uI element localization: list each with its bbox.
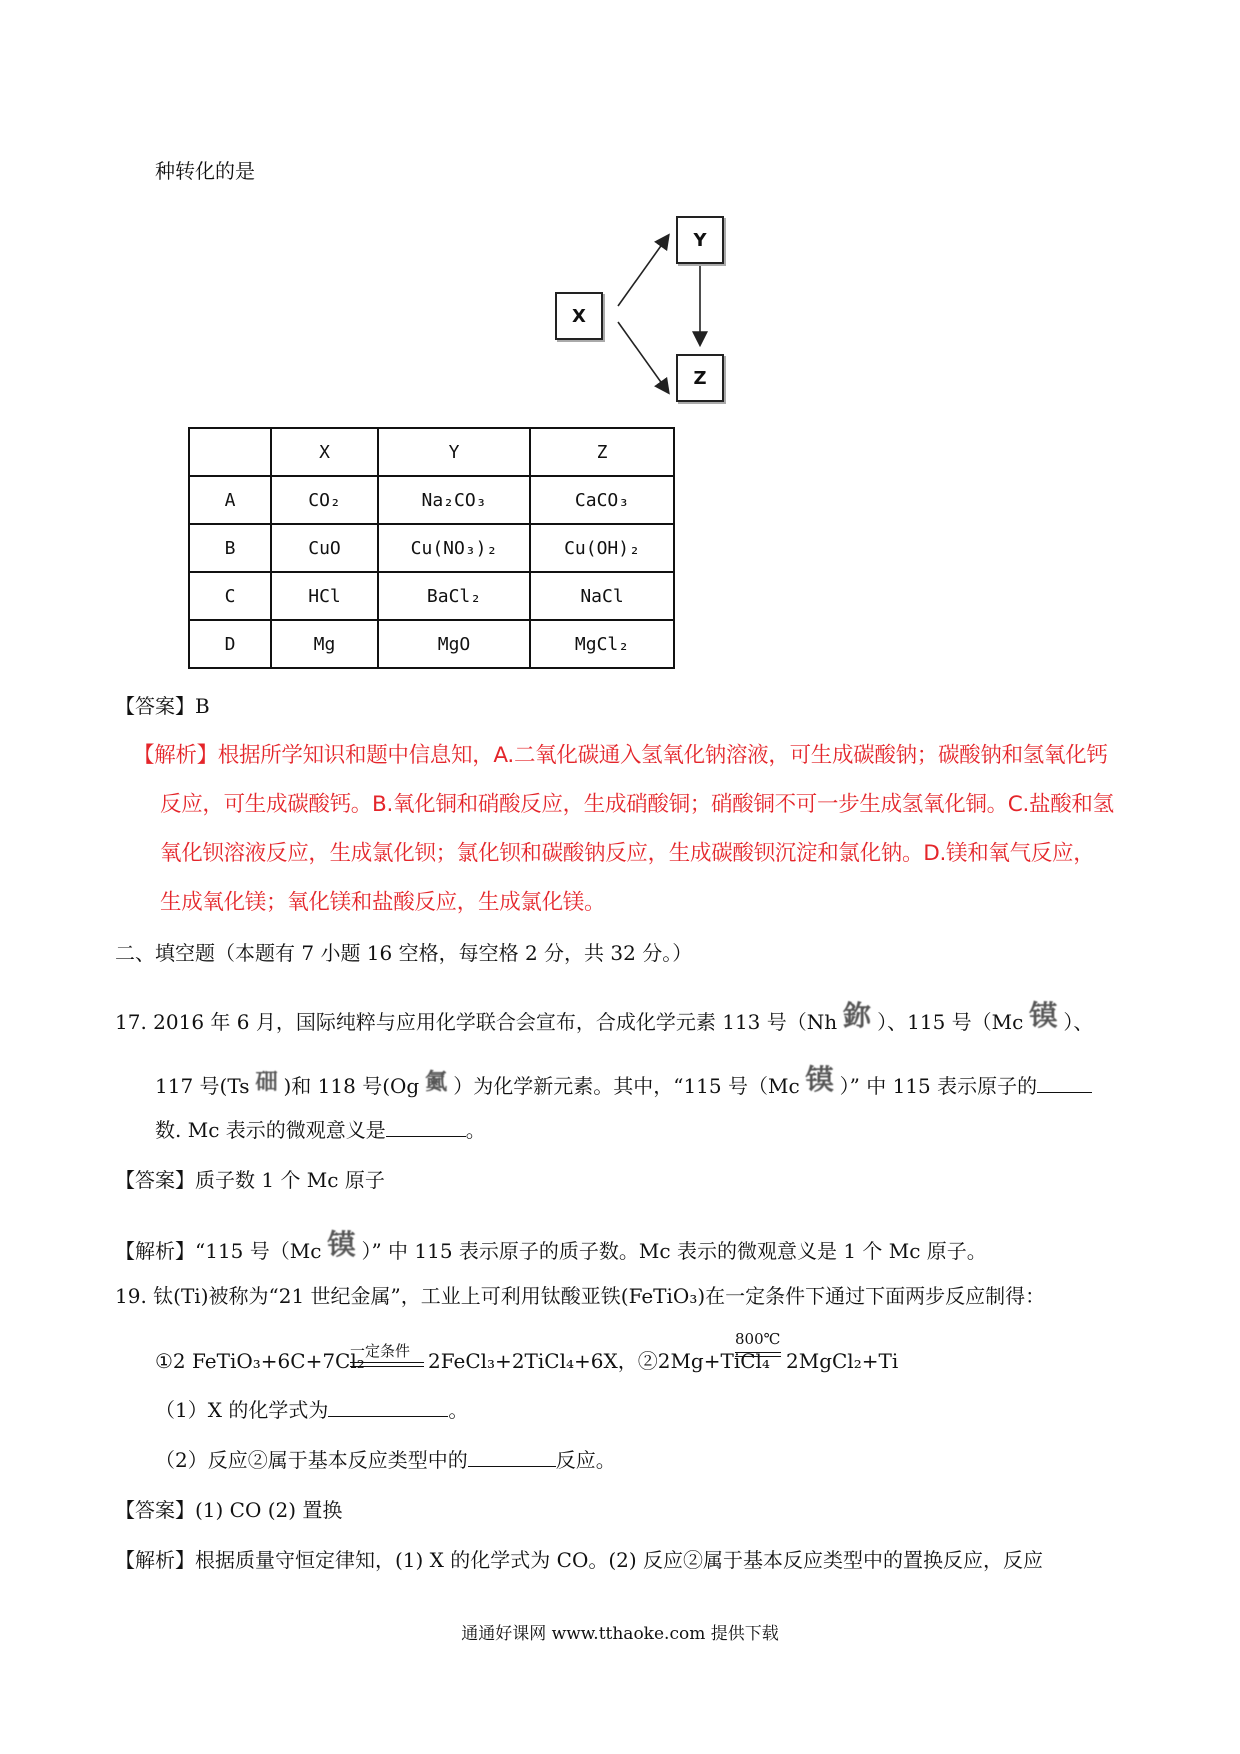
table-header-row (189, 428, 674, 476)
q19-subquestion-1 (155, 1397, 468, 1423)
q16-answer: 【答案】B (115, 694, 210, 718)
table-header-cell: X (271, 428, 378, 476)
q19-text: 。 (448, 1398, 469, 1422)
table-row (189, 476, 674, 524)
table-cell: MgCl₂ (530, 620, 674, 668)
diagram-node-x: X (555, 292, 603, 340)
q19-equation-part-1: ①2 FeTiO₃+6C+7Cl₂ (155, 1349, 365, 1373)
options-table (188, 427, 675, 669)
element-og-glyph: 鿫 (425, 1069, 448, 1095)
q17-line-1 (115, 999, 1094, 1035)
table-cell: Na₂CO₃ (378, 476, 530, 524)
element-mc-glyph: 镆 (1029, 999, 1058, 1032)
table-cell: CO₂ (271, 476, 378, 524)
q19-equation-part-2: 2FeCl₃+2TiCl₄+6X，②2Mg+TiCl₄ (428, 1349, 770, 1373)
table-cell: Cu(OH)₂ (530, 524, 674, 572)
diagram-node-y: Y (676, 216, 724, 264)
table-cell: MgO (378, 620, 530, 668)
q17-text: 【解析】“115 号（Mc (115, 1239, 322, 1263)
q17-text: )和 118 号(Og (283, 1074, 420, 1098)
q17-text: ）、115 号（Mc (877, 1010, 1024, 1034)
q19-text: （1）X 的化学式为 (155, 1398, 329, 1422)
q19-subquestion-2 (155, 1447, 616, 1473)
q17-answer: 【答案】质子数 1 个 Mc 原子 (115, 1168, 385, 1192)
element-ts-glyph: 鿬 (255, 1069, 278, 1095)
arrow-x-to-z (618, 322, 668, 392)
table-cell: CuO (271, 524, 378, 572)
table-cell: NaCl (530, 572, 674, 620)
table-cell: Cu(NO₃)₂ (378, 524, 530, 572)
table-cell: C (189, 572, 271, 620)
q19-blank-1[interactable] (328, 1398, 448, 1417)
q19-condition-1: 一定条件 (350, 1342, 411, 1360)
q16-analysis-line: 【解析】根据所学知识和题中信息知，A.二氧化碳通入氢氧化钠溶液，可生成碳酸钠；碳酸钠和氢氧化钙 (133, 743, 1108, 768)
q17-text: 。 (465, 1118, 486, 1142)
q17-line-2 (155, 1063, 1092, 1099)
q19-condition-2: 800℃ (735, 1330, 781, 1348)
q17-blank-1[interactable] (1037, 1074, 1092, 1093)
table-cell: A (189, 476, 271, 524)
q19-equation-part-3: 2MgCl₂+Ti (786, 1349, 899, 1373)
q17-blank-2[interactable] (386, 1118, 466, 1137)
diagram-node-z: Z (676, 354, 724, 402)
table-row (189, 572, 674, 620)
section-title: 二、填空题（本题有 7 小题 16 空格，每空格 2 分，共 32 分。） (115, 941, 693, 965)
q16-analysis-line: 氧化钡溶液反应，生成氯化钡；氯化钡和碳酸钠反应，生成碳酸钡沉淀和氯化钠。D.镁和氧气反应， (160, 841, 1095, 866)
element-mc-glyph: 镆 (805, 1063, 834, 1096)
diagram-arrows (0, 0, 1240, 460)
q17-text: ）、 (1063, 1010, 1094, 1034)
q17-analysis (115, 1228, 987, 1264)
q19-text: 反应。 (555, 1448, 616, 1472)
table-header-cell: Z (530, 428, 674, 476)
q17-text: 17. 2016 年 6 月，国际纯粹与应用化学联合会宣布，合成化学元素 113 号（Nh (115, 1010, 838, 1034)
table-row (189, 524, 674, 572)
table-cell: HCl (271, 572, 378, 620)
q17-text: ）” 中 115 表示原子的 (839, 1074, 1038, 1098)
table-cell: Mg (271, 620, 378, 668)
page-footer: 通通好课网 www.tthaoke.com 提供下载 (461, 1624, 779, 1644)
table-row (189, 620, 674, 668)
element-mc-glyph: 镆 (327, 1228, 356, 1261)
intro-line: 种转化的是 (155, 159, 255, 183)
table-cell: B (189, 524, 271, 572)
table-header-cell: Y (378, 428, 530, 476)
table-header-cell (189, 428, 271, 476)
q19-blank-2[interactable] (468, 1448, 556, 1467)
q17-text: 数. Mc 表示的微观意义是 (155, 1118, 386, 1142)
table-cell: BaCl₂ (378, 572, 530, 620)
q19-intro: 19. 钛(Ti)被称为“21 世纪金属”，工业上可利用钛酸亚铁(FeTiO₃)在一定条件下通过下面两步反应制得： (115, 1284, 1046, 1308)
element-nh-glyph: 鉨 (843, 999, 872, 1032)
q19-answer: 【答案】(1) CO (2) 置换 (115, 1498, 343, 1522)
q19-equals-sign-2 (735, 1352, 781, 1357)
q17-text: 117 号(Ts (155, 1074, 250, 1098)
q16-analysis-line: 反应，可生成碳酸钙。B.氧化铜和硝酸反应，生成硝酸铜；硝酸铜不可一步生成氢氧化铜。C.盐酸和氢 (160, 792, 1114, 817)
q17-text: ）为化学新元素。其中，“115 号（Mc (453, 1074, 800, 1098)
q19-analysis: 【解析】根据质量守恒定律知，(1) X 的化学式为 CO。(2) 反应②属于基本反应类型中的置换反应，反应 (115, 1548, 1044, 1572)
q17-line-3 (155, 1117, 486, 1143)
q19-text: （2）反应②属于基本反应类型中的 (155, 1448, 468, 1472)
q17-text: ）” 中 115 表示原子的质子数。Mc 表示的微观意义是 1 个 Mc 原子。 (361, 1239, 987, 1263)
q16-analysis-line: 生成氧化镁；氧化镁和盐酸反应，生成氯化镁。 (160, 890, 606, 915)
table-cell: CaCO₃ (530, 476, 674, 524)
q19-equals-sign-1 (350, 1362, 424, 1367)
arrow-x-to-y (618, 236, 668, 306)
table-cell: D (189, 620, 271, 668)
